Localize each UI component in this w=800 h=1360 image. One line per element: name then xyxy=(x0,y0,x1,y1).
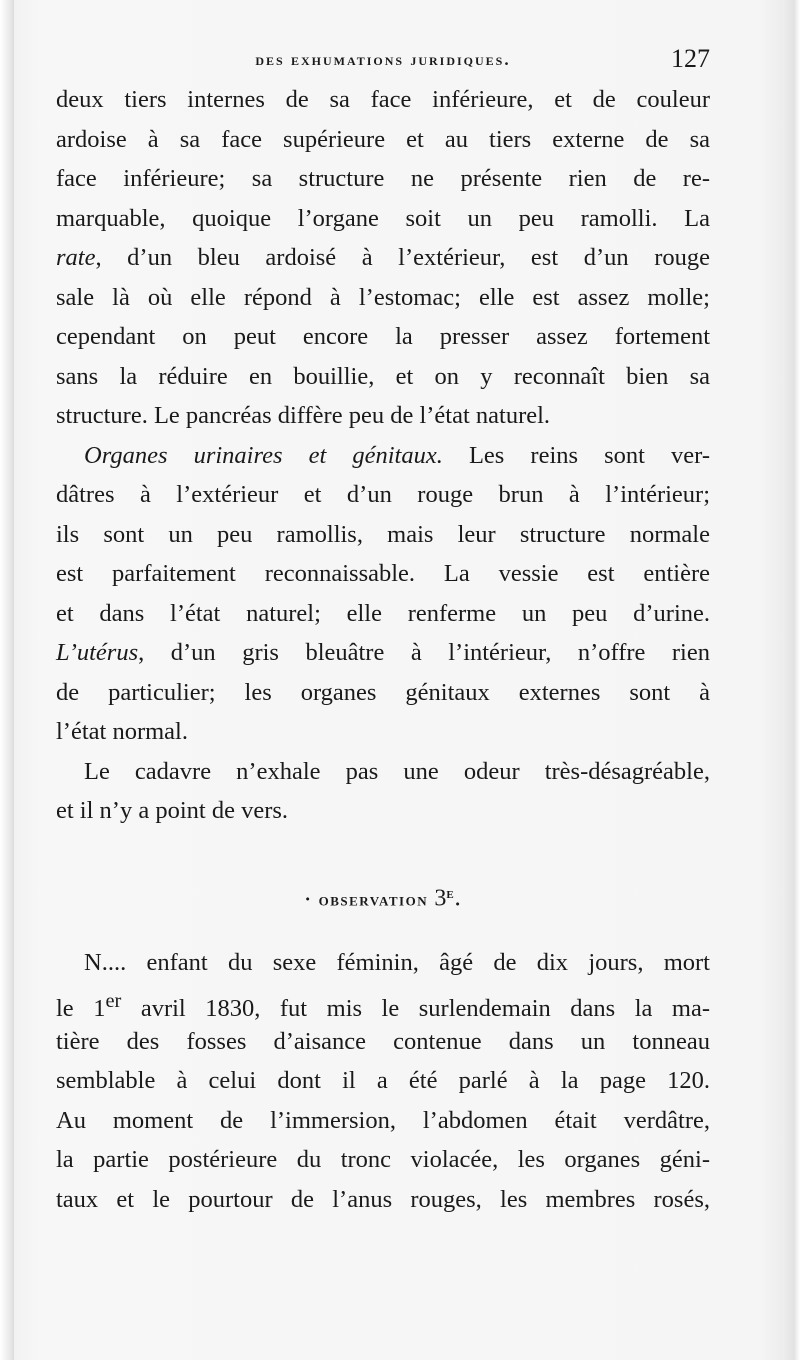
text-line: la partie postérieure du tronc violacée, les organes géni- xyxy=(56,1146,710,1173)
text-line xyxy=(56,436,710,476)
page-header xyxy=(56,44,710,78)
text-line: ils sont un peu ramollis, mais leur structure normale xyxy=(56,520,710,548)
italic-section-heading: Organes urinaires et génitaux. xyxy=(84,441,443,469)
observation-label: · observation xyxy=(304,888,429,910)
running-head: des exhumations juridiques. xyxy=(255,50,511,69)
text-line xyxy=(56,238,710,278)
text-line: face inférieure; sa structure ne présente rien de re- xyxy=(56,165,710,192)
text-line: cependant on peut encore la presser assez fortement xyxy=(56,323,710,350)
text-line: sans la réduire en bouillie, et on y reconnaît bien sa xyxy=(56,362,710,390)
text-line xyxy=(56,633,710,673)
paragraph-4 xyxy=(56,943,710,1220)
paragraph-2 xyxy=(56,436,710,752)
text-span: le 1 xyxy=(56,995,106,1023)
text-line: deux tiers internes de sa face inférieure, et de couleur xyxy=(56,86,710,113)
text-line: taux et le pourtour de l’anus rouges, les membres rosés, xyxy=(56,1185,710,1213)
text-line: de particulier; les organes génitaux externes sont à xyxy=(56,678,710,706)
italic-term-uterus: L’utérus xyxy=(56,639,139,666)
superscript-er: er xyxy=(105,990,122,1012)
observation-heading xyxy=(56,855,710,933)
text-line: semblable à celui dont il a été parlé à la page 120. xyxy=(56,1067,710,1094)
observation-dot: . xyxy=(455,888,462,910)
text-line: et il n’y a point de vers. xyxy=(56,797,289,824)
text-line: l’état normal. xyxy=(56,718,188,745)
text-line: Le cadavre n’exhale pas une odeur très-désagréable, xyxy=(84,757,710,785)
text-span: , d’un bleu ardoisé à l’extérieur, est d’un rouge xyxy=(95,244,710,271)
text-line: N.... enfant du sexe féminin, âgé de dix jours, mort xyxy=(84,948,710,976)
text-line: dâtres à l’extérieur et d’un rouge brun à l’intérieur; xyxy=(56,481,710,508)
text-line: est parfaitement reconnaissable. La vessie est entière xyxy=(56,560,710,587)
paragraph-1 xyxy=(56,80,710,436)
text-line xyxy=(56,982,710,1022)
text-line: ardoise à sa face supérieure et au tiers externe de sa xyxy=(56,125,710,153)
page-gutter-shadow xyxy=(0,0,14,1360)
text-span: Les reins sont ver- xyxy=(442,441,711,469)
text-span: avril 1830, fut mis le surlendemain dans la ma- xyxy=(121,995,710,1023)
italic-term-rate: rate xyxy=(56,244,96,271)
text-line: et dans l’état naturel; elle renferme un peu d’urine. xyxy=(56,599,710,627)
page-number: 127 xyxy=(671,44,710,73)
paragraph-3 xyxy=(56,752,710,831)
text-line: sale là où elle répond à l’estomac; elle est assez molle; xyxy=(56,283,710,311)
page-body xyxy=(56,80,710,1219)
observation-suffix: e xyxy=(446,884,456,902)
page-edge-shadow xyxy=(782,0,800,1360)
text-line: marquable, quoique l’organe soit un peu ramolli. La xyxy=(56,204,710,232)
text-line: Au moment de l’immersion, l’abdomen était verdâtre, xyxy=(56,1106,710,1134)
text-line: structure. Le pancréas diffère peu de l’état naturel. xyxy=(56,402,551,429)
observation-number: 3 xyxy=(434,884,447,911)
text-line: tière des fosses d’aisance contenue dans un tonneau xyxy=(56,1027,710,1055)
text-span: , d’un gris bleuâtre à l’intérieur, n’offre rien xyxy=(138,639,710,666)
